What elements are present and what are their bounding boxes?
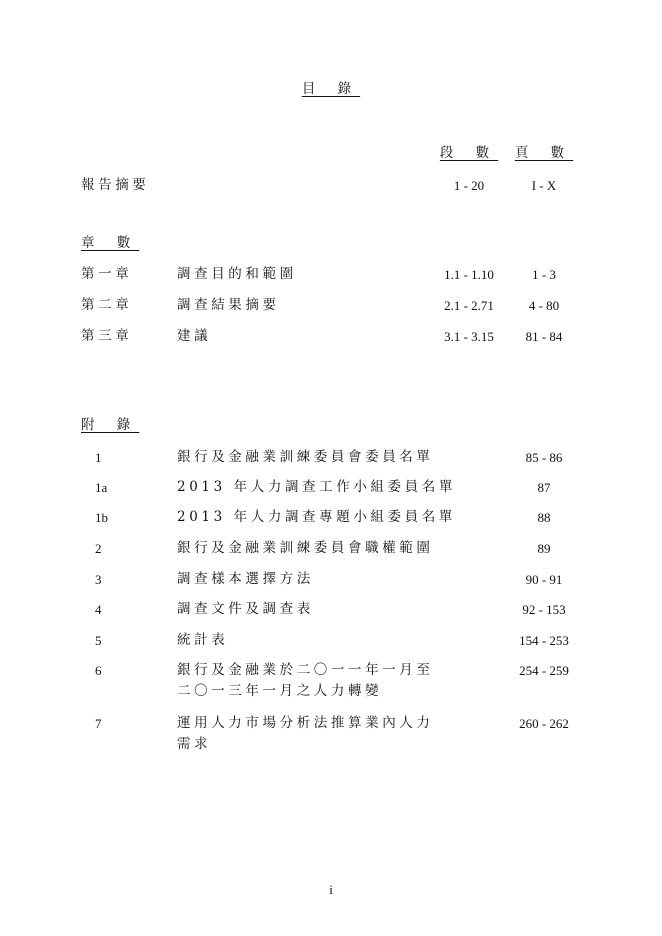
appendix-number: 5	[95, 633, 102, 648]
appendix-pages: 90 - 91	[525, 572, 563, 587]
appendix-pages: 154 - 253	[519, 633, 569, 648]
appendix-pages: 87	[537, 480, 551, 495]
chapter-title: 建議	[177, 328, 212, 344]
chapter-title: 調查結果摘要	[177, 297, 280, 313]
appendix-title: 統計表	[177, 632, 229, 648]
appendix-pages: 85 - 86	[525, 450, 563, 465]
chapter-number: 第二章	[81, 297, 133, 313]
appendix-title: 銀行及金融業訓練委員會職權範圍	[177, 540, 434, 556]
page-column-header: 頁 數	[514, 145, 574, 161]
appendix-pages: 254 - 259	[519, 663, 569, 678]
appendix-title: 運用人力市場分析法推算業內人力需求	[177, 715, 434, 752]
chapter-pages: 4 - 80	[528, 298, 560, 313]
appendix-title: 調查文件及調查表	[177, 601, 314, 617]
appendix-pages: 88	[537, 510, 551, 525]
appendix-title: 銀行及金融業訓練委員會委員名單	[177, 449, 434, 465]
chapter-number: 第三章	[81, 328, 133, 344]
appendix-pages: 92 - 153	[522, 602, 566, 617]
chapter-paragraphs: 1.1 - 1.10	[444, 267, 494, 282]
appendix-number: 2	[95, 541, 102, 556]
appendix-number: 3	[95, 572, 102, 587]
chapters-heading: 章 數	[81, 235, 140, 251]
chapter-paragraphs: 2.1 - 2.71	[444, 298, 494, 313]
page-title: 目 錄	[301, 81, 361, 97]
footer-page-number: i	[329, 882, 333, 897]
appendix-pages: 89	[537, 541, 551, 556]
summary-label: 報告摘要	[81, 177, 150, 193]
appendix-number: 1b	[95, 510, 108, 525]
summary-paragraphs: 1 - 20	[453, 178, 485, 193]
chapter-pages: 1 - 3	[532, 267, 556, 282]
appendix-number: 1a	[95, 480, 108, 495]
appendix-heading: 附 錄	[81, 417, 140, 433]
appendix-title: 2013 年人力調查專題小組委員名單	[177, 509, 456, 525]
appendix-title: 調查樣本選擇方法	[177, 571, 314, 587]
chapter-pages: 81 - 84	[525, 329, 563, 344]
appendix-title: 2013 年人力調查工作小組委員名單	[177, 479, 456, 495]
appendix-pages: 260 - 262	[519, 716, 569, 731]
appendix-title: 銀行及金融業於二〇一一年一月至二〇一三年一月之人力轉變	[177, 662, 434, 699]
chapter-number: 第一章	[81, 266, 133, 282]
paragraph-column-header: 段 數	[439, 145, 499, 161]
chapter-title: 調查目的和範圍	[177, 266, 297, 282]
appendix-number: 7	[95, 716, 102, 731]
chapter-paragraphs: 3.1 - 3.15	[444, 329, 494, 344]
appendix-number: 1	[95, 450, 102, 465]
appendix-number: 6	[95, 663, 102, 678]
summary-pages: I - X	[531, 178, 557, 193]
appendix-number: 4	[95, 602, 102, 617]
